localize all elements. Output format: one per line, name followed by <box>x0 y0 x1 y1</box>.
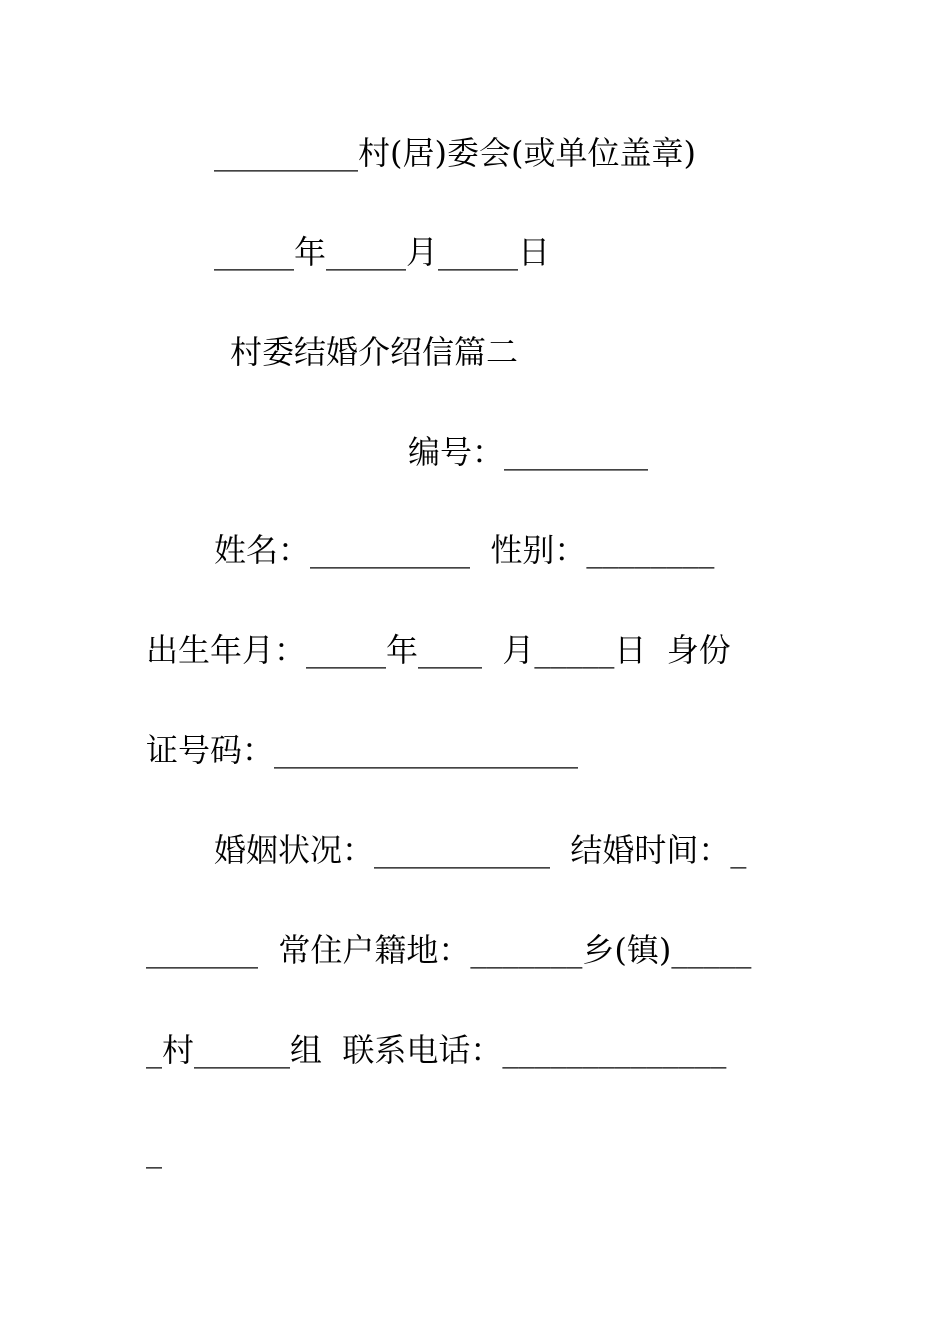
seal-line: _________村(居)委会(或单位盖章) <box>214 134 696 172</box>
marital-status-line: 婚姻状况：___________ 结婚时间：_ <box>214 831 747 869</box>
birthdate-line: 出生年月：_____年____ 月_____日 身份 <box>146 631 731 669</box>
registered-residence-line: _______ 常住户籍地：_______乡(镇)_____ <box>146 931 752 969</box>
name-gender-line: 姓名：__________ 性别：________ <box>214 531 715 569</box>
serial-number-line: 编号：_________ <box>408 433 649 471</box>
id-number-line: 证号码：___________________ <box>146 731 579 769</box>
date-line: _____年_____月_____日 <box>214 233 551 271</box>
section-heading: 村委结婚介绍信篇二 <box>230 333 519 371</box>
continuation-line: _ <box>146 1131 162 1169</box>
village-phone-line: _村______组 联系电话：______________ <box>146 1031 727 1069</box>
